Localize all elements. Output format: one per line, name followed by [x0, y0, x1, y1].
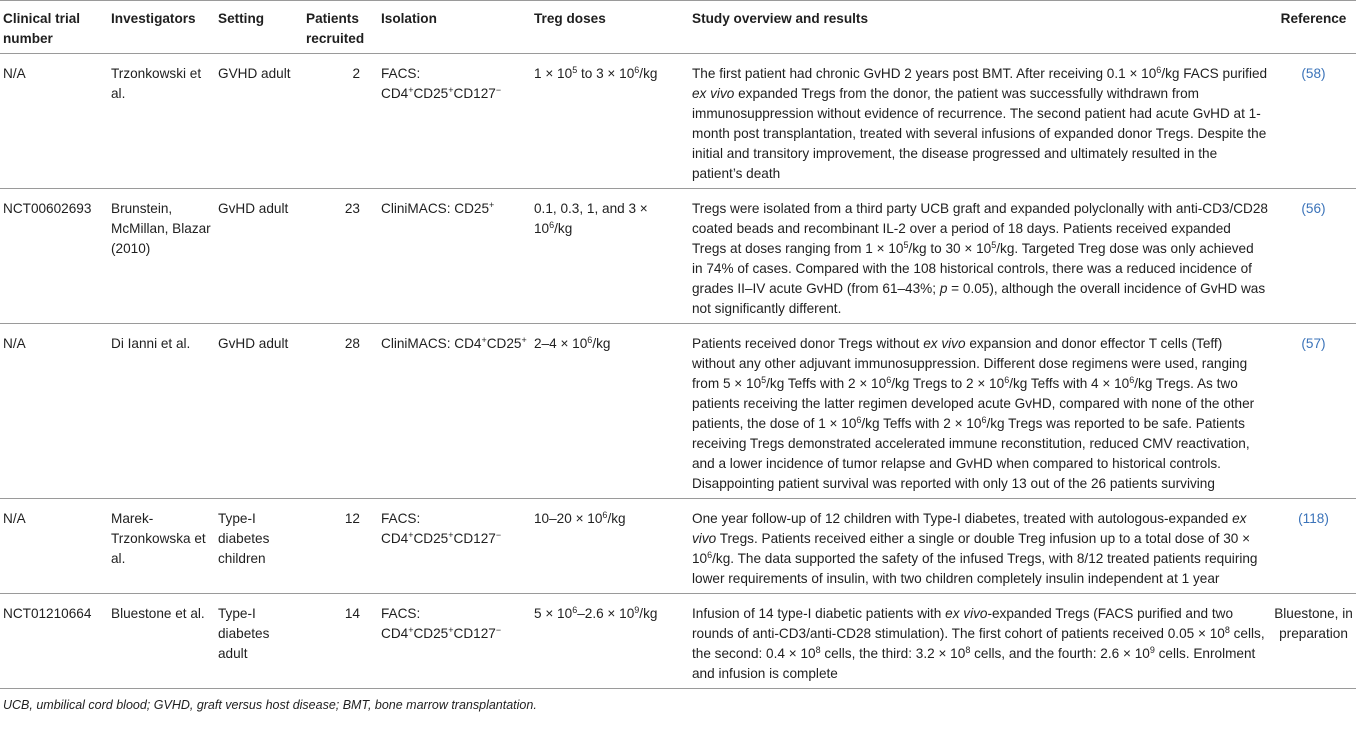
header-reference: Reference — [1280, 11, 1347, 26]
cell-reference[interactable]: (58) — [1301, 66, 1326, 81]
table-header-row — [0, 1, 1356, 54]
cell-trial: N/A — [3, 336, 26, 351]
header-overview: Study overview and results — [692, 11, 869, 26]
header-trial: Clinical trial number — [3, 11, 81, 46]
cell-doses: $2-4 \times 10^6/kg$ — [534, 335, 611, 351]
cell-patients: 2 — [352, 66, 360, 81]
cell-setting: GvHD adult — [218, 201, 289, 216]
table-body — [0, 54, 1356, 689]
cell-patients: 28 — [344, 336, 360, 351]
header-investigators: Investigators — [111, 11, 196, 26]
cell-setting: Type-I diabetes children — [218, 511, 270, 566]
table-footnote: UCB, umbilical cord blood; GVHD, graft versus host disease; BMT, bone marrow transplantation. — [3, 698, 537, 712]
cell-overview: Tregs were isolated from a third party UCB graft and expanded polyclonally with anti-CD3/CD28 coated beads and recombinant IL-2 over a period of 18 days. Patients received expanded Tregs at doses ranging from $1 \times 10^5/kg$ to $30 \times 10^5/kg$. Targeted Treg dose was only achieved in 74% of cases. Compared with the 108 historical controls, there was a reduced incidence of grades II–IV acute GvHD (from 61–43%; p = 0.05), although the overall incidence of GvHD was not significantly different. — [692, 201, 1268, 316]
cell-setting: Type-I diabetes adult — [218, 606, 270, 661]
cell-trial: NCT01210664 — [3, 606, 92, 621]
cell-trial: N/A — [3, 66, 26, 81]
table-row — [0, 499, 1356, 594]
cell-trial: NCT00602693 — [3, 201, 92, 216]
cell-patients: 12 — [344, 511, 360, 526]
cell-trial: N/A — [3, 511, 26, 526]
cell-reference[interactable]: (57) — [1301, 336, 1326, 351]
cell-investigators: Di Ianni et al. — [111, 336, 191, 351]
cell-isolation: FACS: CD4+CD25+CD127− — [381, 606, 502, 641]
cell-isolation: CliniMACS: CD25+ — [381, 200, 495, 216]
header-doses: Treg doses — [534, 11, 606, 26]
cell-doses: $1 \times 10^5$ to $3 \times 10^6/kg$ — [534, 65, 658, 81]
cell-setting: GVHD adult — [218, 66, 291, 81]
cell-doses: $10-20 \times 10^6/kg$ — [534, 510, 626, 526]
table-row — [0, 189, 1356, 324]
cell-overview: One year follow-up of 12 children with Type-I diabetes, treated with autologous-expanded ex vivo Tregs. Patients received either a single or double Treg infusion up to a total dose of $30 \times 10^6/kg$. The data supported the safety of the infused Tregs, with 8/12 treated patients requiring lower requirements of insulin, with two children completely insulin independent at 1 year — [692, 511, 1258, 586]
cell-isolation: CliniMACS: CD4+CD25+ — [381, 335, 527, 351]
cell-reference[interactable]: (118) — [1298, 511, 1329, 526]
header-isolation: Isolation — [381, 11, 437, 26]
cell-isolation: FACS: CD4+CD25+CD127− — [381, 511, 502, 546]
table-row — [0, 594, 1356, 689]
table-row — [0, 324, 1356, 499]
cell-investigators: Marek-Trzonkowska et al. — [111, 511, 206, 566]
cell-setting: GvHD adult — [218, 336, 289, 351]
cell-investigators: Brunstein, McMillan, Blazar (2010) — [111, 201, 211, 256]
table-row — [0, 54, 1356, 189]
cell-investigators: Bluestone et al. — [111, 606, 205, 621]
header-setting: Setting — [218, 11, 265, 26]
cell-doses: 0.1, 0.3, 1, and $3 \times 10^6/kg$ — [534, 201, 648, 236]
cell-overview: Infusion of 14 type-I diabetic patients with ex vivo-expanded Tregs (FACS purified and two rounds of anti-CD3/anti-CD28 stimulation). The first cohort of patients received $0.05 \times 10^8$ cells, the second: $0.4 \times 10^8$ cells, the third: $3.2 \times 10^8$ cells, and the fourth: $2.6 \times 10^9$ cells. Enrolment and infusion is complete — [692, 606, 1265, 681]
cell-reference[interactable]: (56) — [1301, 201, 1326, 216]
cell-doses: $5 \times 10^6-2.6 \times 10^9/kg$ — [534, 605, 658, 621]
cell-overview: The first patient had chronic GvHD 2 years post BMT. After receiving $0.1 \times 10^6/kg$ FACS purified ex vivo expanded Tregs from the donor, the patient was successfully withdrawn from immunosuppression without evidence of recurrence. The second patient had acute GvHD at 1-month post transplantation, treated with several infusions of expanded donor Tregs. Despite the initial and transitory improvement, the disease progressed and ultimately resulted in the patient’s death — [692, 65, 1268, 181]
cell-overview: Patients received donor Tregs without ex vivo expansion and donor effector T cells (Teff) without any other adjuvant immunosuppression. Different dose regimens were used, ranging from $5 \times 10^5/kg$ Teffs with $2 \times 10^6/kg$ Tregs to $2 \times 10^6/kg$ Teffs with $4 \times 10^6/kg$ Tregs. As two patients receiving the latter regimen developed acute GvHD, compared with none of the other patients, the dose of $1 \times 10^6/kg$ Teffs with $2 \times 10^6/kg$ Tregs was reported to be safe. Patients receiving Tregs demonstrated accelerated immune reconstitution, reduced CMV reactivation, and a lower incidence of tumor relapse and GvHD when compared to historical controls. Disappointing patient survival was reported with only 13 out of the 26 patients surviving — [692, 336, 1255, 491]
cell-patients: 14 — [344, 606, 360, 621]
cell-investigators: Trzonkowski et al. — [111, 66, 202, 101]
cell-reference: Bluestone, in preparation — [1274, 606, 1353, 641]
header-patients: Patients recruited — [306, 11, 365, 46]
cell-isolation: FACS: CD4+CD25+CD127− — [381, 66, 502, 101]
cell-patients: 23 — [344, 201, 360, 216]
